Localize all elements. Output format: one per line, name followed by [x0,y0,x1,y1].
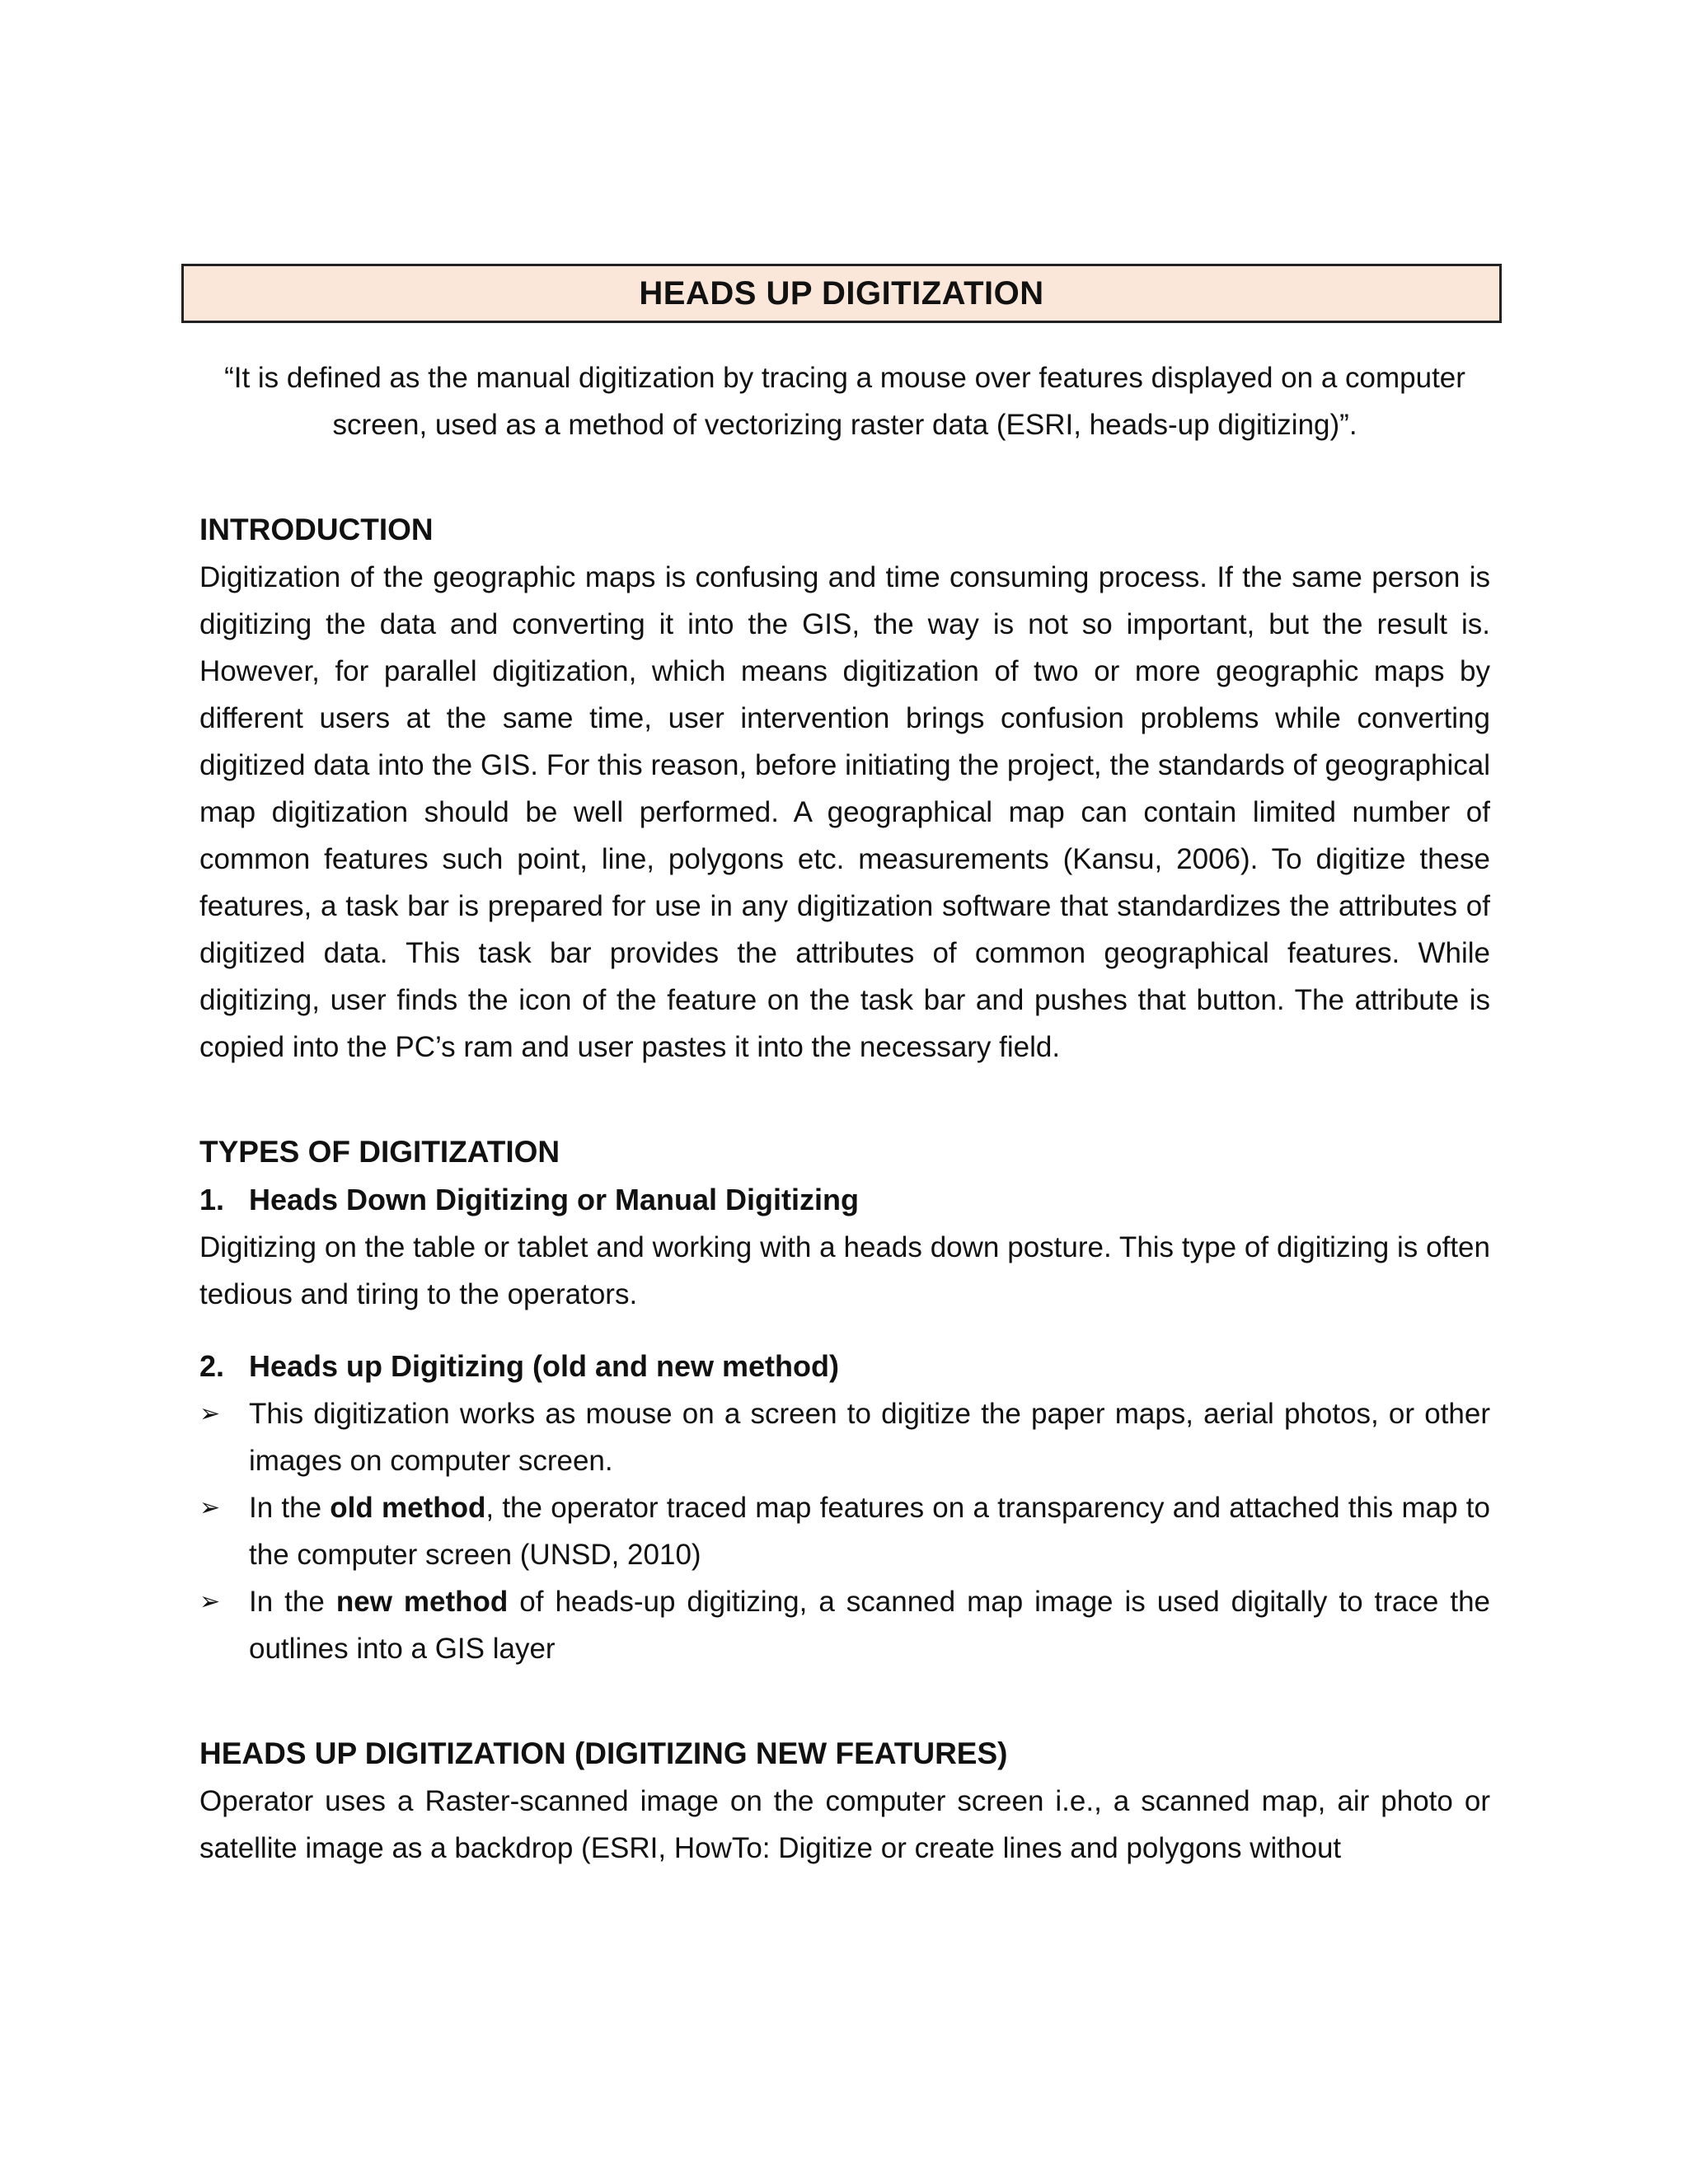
bullet-text-emphasis: new method [335,1586,509,1618]
bullet-text: This digitization works as mouse on a screen to digitize the paper maps, aerial photos, or other images on computer screen. [249,1398,1490,1477]
bullet-text-suffix: of heads-up digitizing, a scanned map image is used digitally to trace the outlines into a GIS layer [249,1586,1491,1665]
new-features-heading: HEADS UP DIGITIZATION (DIGITIZING NEW FEATURES) [199,1736,1008,1770]
type-item-2-label: Heads up Digitizing (old and new method) [249,1349,839,1383]
types-heading: TYPES OF DIGITIZATION [199,1135,560,1169]
spacer [199,1672,1490,1730]
list-item [199,1390,1490,1484]
title-banner [181,264,1502,323]
introduction-paragraph: Digitization of the geographic maps is confusing and time consuming process. If the same person is digitizing the data and converting it into the GIS, the way is not so important, but the result is. However, for parallel digitization, which means digitization of two or more geographic maps by different users at the same time, user intervention brings confusion problems while converting digitized data into the GIS. For this reason, before initiating the project, the standards of geographical map digitization should be well performed. A geographical map can contain limited number of common features such point, line, polygons etc. measurements (Kansu, 2006). To digitize these features, a task bar is prepared for use in any digitization software that standardizes the attributes of digitized data. This task bar provides the attributes of common geographical features. While digitizing, user finds the icon of the feature on the task bar and pushes that button. The attribute is copied into the PC’s ram and user pastes it into the necessary field. [199,561,1490,1063]
spacer [199,1318,1490,1343]
list-item [199,1484,1490,1578]
new-features-paragraph: Operator uses a Raster-scanned image on the computer screen i.e., a scanned map, air photo or satellite image as a backdrop (ESRI, HowTo: Digitize or create lines and polygons without [199,1785,1490,1864]
bullet-text [249,1484,1490,1578]
arrow-bullet-icon: ➢ [199,1400,221,1427]
type-item-2-title [199,1343,1490,1390]
document-title: HEADS UP DIGITIZATION [639,274,1044,312]
bullet-text-prefix: In the [249,1492,331,1524]
type-item-1-number: 1. [199,1183,225,1216]
definition-quote: “It is defined as the manual digitization by tracing a mouse over features displayed on a computer screen, used as a method of vectorizing raster data (ESRI, heads-up digitizing)”. [224,362,1465,441]
arrow-bullet-icon: ➢ [199,1588,221,1615]
arrow-bullet-icon: ➢ [199,1494,221,1521]
type-item-2-number: 2. [199,1349,225,1383]
list-item [199,1578,1490,1672]
type-item-1-label: Heads Down Digitizing or Manual Digitizing [249,1183,859,1216]
bullet-text [249,1578,1490,1672]
document-content [199,354,1490,1872]
type-item-1-paragraph: Digitizing on the table or tablet and working with a heads down posture. This type of digitizing is often tedious and tiring to the operators. [199,1231,1490,1310]
spacer [199,1071,1490,1128]
type-item-2-bullet-list [199,1390,1490,1672]
bullet-text-prefix: In the [249,1586,336,1618]
bullet-text-suffix: , the operator traced map features on a transparency and attached this map to the computer screen (UNSD, 2010) [249,1492,1490,1571]
introduction-heading: INTRODUCTION [199,513,434,546]
bullet-text-emphasis: old method [330,1492,486,1524]
type-item-1-title [199,1176,1490,1224]
